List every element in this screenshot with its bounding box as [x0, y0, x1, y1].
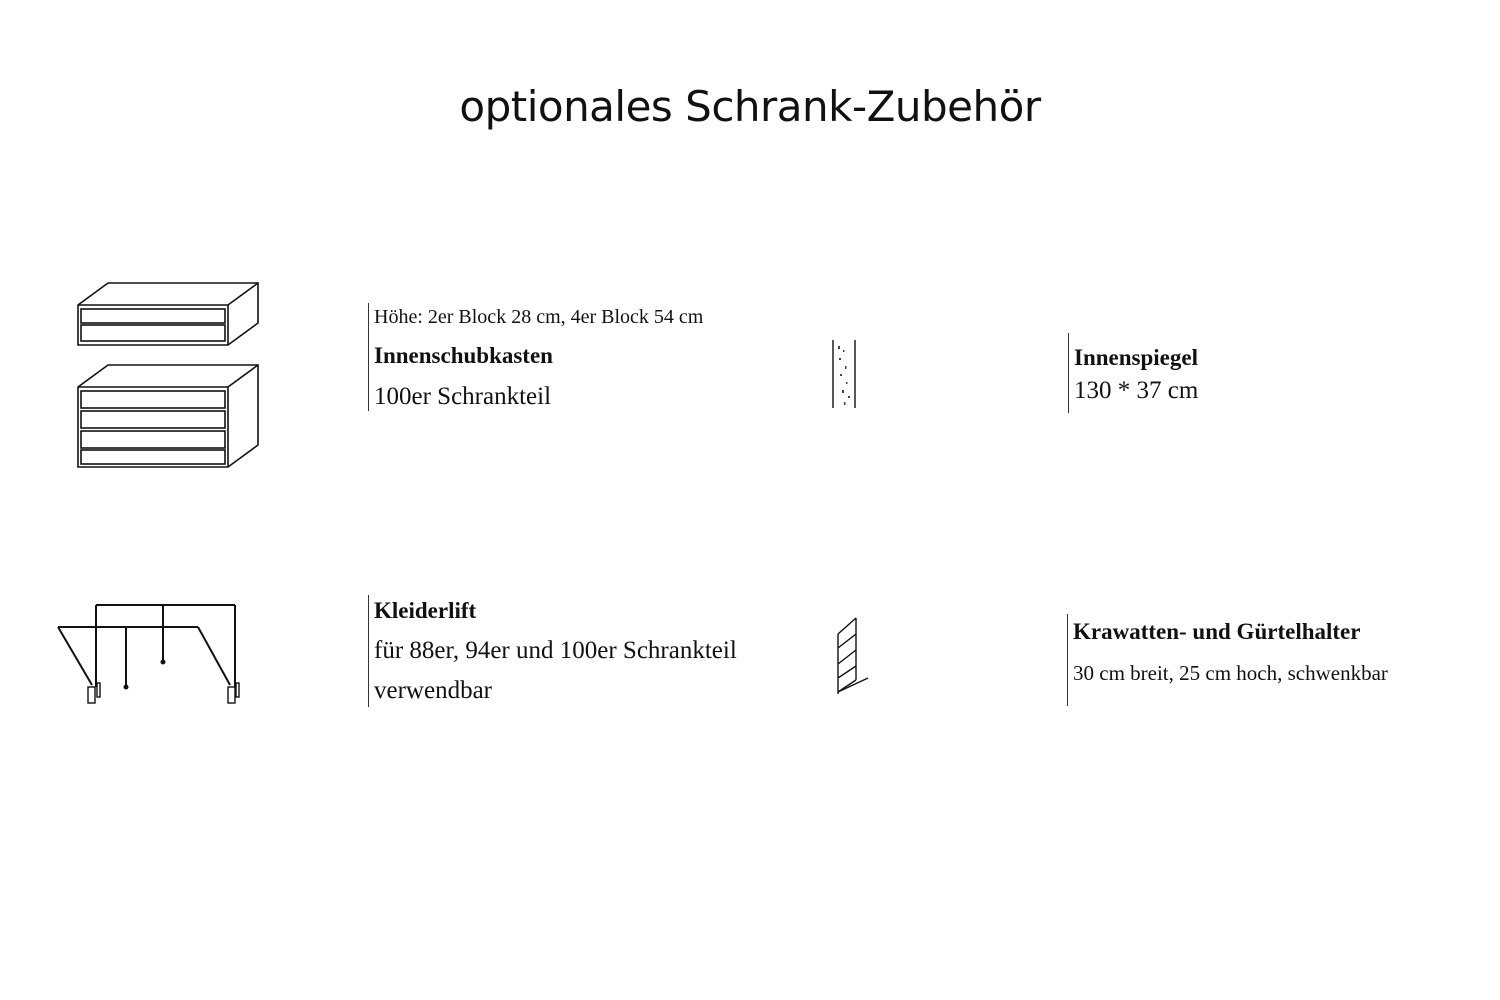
innenschubkasten-note: Höhe: 2er Block 28 cm, 4er Block 54 cm — [374, 306, 704, 328]
clothes-lift-icon — [50, 595, 260, 715]
innenschubkasten-title: Innenschubkasten — [374, 343, 553, 368]
kleiderlift-title: Kleiderlift — [374, 598, 477, 623]
krawattenhalter-title: Krawatten- und Gürtelhalter — [1073, 619, 1361, 644]
tie-belt-holder-icon — [830, 614, 875, 698]
innenschubkasten-text — [368, 303, 768, 411]
innenspiegel-title: Innenspiegel — [1074, 345, 1198, 370]
kleiderlift-text — [368, 595, 808, 707]
mirror-icon — [826, 336, 866, 416]
innenspiegel-text — [1068, 333, 1368, 413]
kleiderlift-description-line-1: für 88er, 94er und 100er Schrankteil — [374, 637, 737, 664]
krawattenhalter-description: 30 cm breit, 25 cm hoch, schwenkbar — [1073, 661, 1388, 685]
page-title: optionales Schrank-Zubehör — [459, 82, 1041, 131]
innenschubkasten-description: 100er Schrankteil — [374, 383, 552, 410]
drawer-blocks-icon — [70, 275, 270, 475]
krawattenhalter-text — [1067, 614, 1467, 706]
innenspiegel-description: 130 * 37 cm — [1074, 377, 1199, 404]
kleiderlift-description-line-2: verwendbar — [374, 677, 492, 704]
